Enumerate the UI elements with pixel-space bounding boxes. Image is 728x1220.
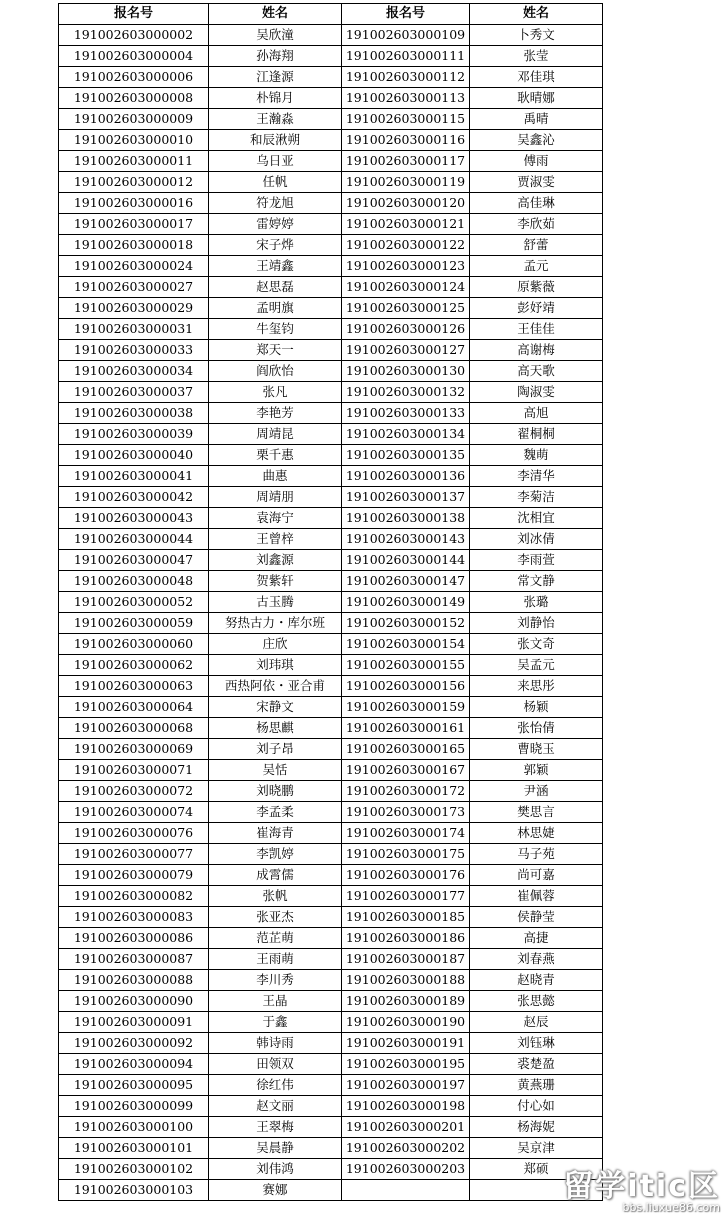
table-row <box>59 823 603 844</box>
table-row <box>59 991 603 1012</box>
id-cell: 191002603000062 <box>59 655 209 676</box>
table-body <box>59 25 603 1201</box>
id-cell: 191002603000018 <box>59 235 209 256</box>
name-cell: 努热古力・库尔班 <box>209 613 342 634</box>
id-cell: 191002603000203 <box>342 1159 470 1180</box>
name-cell: 张亚杰 <box>209 907 342 928</box>
name-cell: 张璐 <box>470 592 603 613</box>
name-cell: 李凯婷 <box>209 844 342 865</box>
name-cell: 张莹 <box>470 46 603 67</box>
name-cell: 孟元 <box>470 256 603 277</box>
id-cell: 191002603000043 <box>59 508 209 529</box>
table-row <box>59 802 603 823</box>
table-row <box>59 1012 603 1033</box>
name-cell: 田领双 <box>209 1054 342 1075</box>
name-cell: 翟桐桐 <box>470 424 603 445</box>
name-cell: 尹涵 <box>470 781 603 802</box>
name-cell: 黄燕珊 <box>470 1075 603 1096</box>
table-row <box>59 277 603 298</box>
id-cell: 191002603000040 <box>59 445 209 466</box>
table-row <box>59 319 603 340</box>
name-cell: 张怡倩 <box>470 718 603 739</box>
id-cell: 191002603000109 <box>342 25 470 46</box>
name-cell: 王晶 <box>209 991 342 1012</box>
name-cell: 崔佩蓉 <box>470 886 603 907</box>
table-row <box>59 214 603 235</box>
name-cell: 马子苑 <box>470 844 603 865</box>
name-cell: 成霄儒 <box>209 865 342 886</box>
name-cell: 张思懿 <box>470 991 603 1012</box>
id-cell: 191002603000042 <box>59 487 209 508</box>
id-cell: 191002603000090 <box>59 991 209 1012</box>
id-cell: 191002603000172 <box>342 781 470 802</box>
table-row <box>59 592 603 613</box>
id-cell: 191002603000138 <box>342 508 470 529</box>
header-name-1: 姓名 <box>209 4 342 25</box>
table-row <box>59 550 603 571</box>
table-row <box>59 403 603 424</box>
id-cell: 191002603000088 <box>59 970 209 991</box>
admission-list-table <box>58 3 603 1201</box>
id-cell: 191002603000123 <box>342 256 470 277</box>
table-row <box>59 928 603 949</box>
name-cell: 吴鑫沁 <box>470 130 603 151</box>
name-cell: 吴恬 <box>209 760 342 781</box>
table-row <box>59 613 603 634</box>
name-cell: 王靖鑫 <box>209 256 342 277</box>
table-row <box>59 445 603 466</box>
table-row <box>59 361 603 382</box>
name-cell: 张帆 <box>209 886 342 907</box>
header-id-1: 报名号 <box>59 4 209 25</box>
name-cell: 林思婕 <box>470 823 603 844</box>
id-cell: 191002603000068 <box>59 718 209 739</box>
table-row <box>59 1180 603 1201</box>
name-cell: 刘春燕 <box>470 949 603 970</box>
name-cell: 西热阿依・亚合甫 <box>209 676 342 697</box>
id-cell: 191002603000121 <box>342 214 470 235</box>
id-cell: 191002603000002 <box>59 25 209 46</box>
header-row <box>59 4 603 25</box>
id-cell: 191002603000116 <box>342 130 470 151</box>
id-cell: 191002603000027 <box>59 277 209 298</box>
table-row <box>59 676 603 697</box>
id-cell: 191002603000029 <box>59 298 209 319</box>
name-cell: 王佳佳 <box>470 319 603 340</box>
id-cell: 191002603000087 <box>59 949 209 970</box>
name-cell: 来思彤 <box>470 676 603 697</box>
name-cell: 裘楚盈 <box>470 1054 603 1075</box>
table-row <box>59 298 603 319</box>
name-cell: 耿晴娜 <box>470 88 603 109</box>
name-cell: 古玉腾 <box>209 592 342 613</box>
name-cell: 高捷 <box>470 928 603 949</box>
table-row <box>59 1033 603 1054</box>
name-cell: 徐红伟 <box>209 1075 342 1096</box>
name-cell: 彭妤靖 <box>470 298 603 319</box>
id-cell: 191002603000154 <box>342 634 470 655</box>
id-cell: 191002603000047 <box>59 550 209 571</box>
name-cell: 杨海妮 <box>470 1117 603 1138</box>
name-cell: 韩诗雨 <box>209 1033 342 1054</box>
table-row <box>59 508 603 529</box>
table-row <box>59 67 603 88</box>
id-cell: 191002603000176 <box>342 865 470 886</box>
id-cell: 191002603000175 <box>342 844 470 865</box>
name-cell: 符龙旭 <box>209 193 342 214</box>
id-cell: 191002603000149 <box>342 592 470 613</box>
name-cell: 贺紫轩 <box>209 571 342 592</box>
id-cell: 191002603000161 <box>342 718 470 739</box>
id-cell: 191002603000010 <box>59 130 209 151</box>
id-cell: 191002603000069 <box>59 739 209 760</box>
table-row <box>59 865 603 886</box>
name-cell: 吴欣潼 <box>209 25 342 46</box>
id-cell: 191002603000064 <box>59 697 209 718</box>
name-cell: 吴晨静 <box>209 1138 342 1159</box>
name-cell: 江逢源 <box>209 67 342 88</box>
table-row <box>59 697 603 718</box>
table-row <box>59 1054 603 1075</box>
id-cell: 191002603000037 <box>59 382 209 403</box>
watermark <box>563 1171 720 1214</box>
table-row <box>59 718 603 739</box>
id-cell: 191002603000132 <box>342 382 470 403</box>
name-cell: 邓佳琪 <box>470 67 603 88</box>
id-cell: 191002603000130 <box>342 361 470 382</box>
id-cell: 191002603000198 <box>342 1096 470 1117</box>
name-cell: 樊思言 <box>470 802 603 823</box>
name-cell: 傅雨 <box>470 151 603 172</box>
id-cell: 191002603000041 <box>59 466 209 487</box>
id-cell: 191002603000136 <box>342 466 470 487</box>
name-cell: 曹晓玉 <box>470 739 603 760</box>
name-cell: 宋静文 <box>209 697 342 718</box>
table-row <box>59 46 603 67</box>
id-cell: 191002603000187 <box>342 949 470 970</box>
name-cell: 原紫薇 <box>470 277 603 298</box>
id-cell: 191002603000044 <box>59 529 209 550</box>
name-cell: 高天歌 <box>470 361 603 382</box>
table-row <box>59 487 603 508</box>
name-cell: 刘鑫源 <box>209 550 342 571</box>
name-cell: 王雨萌 <box>209 949 342 970</box>
table-row <box>59 739 603 760</box>
id-cell: 191002603000186 <box>342 928 470 949</box>
name-cell: 侯静莹 <box>470 907 603 928</box>
id-cell: 191002603000125 <box>342 298 470 319</box>
id-cell: 191002603000076 <box>59 823 209 844</box>
id-cell: 191002603000100 <box>59 1117 209 1138</box>
name-cell: 刘晓鹏 <box>209 781 342 802</box>
id-cell: 191002603000060 <box>59 634 209 655</box>
table-row <box>59 1159 603 1180</box>
id-cell: 191002603000191 <box>342 1033 470 1054</box>
id-cell: 191002603000103 <box>59 1180 209 1201</box>
id-cell: 191002603000052 <box>59 592 209 613</box>
id-cell: 191002603000083 <box>59 907 209 928</box>
name-cell: 张凡 <box>209 382 342 403</box>
id-cell: 191002603000126 <box>342 319 470 340</box>
name-cell: 刘静怡 <box>470 613 603 634</box>
id-cell: 191002603000134 <box>342 424 470 445</box>
name-cell: 禹晴 <box>470 109 603 130</box>
table-row <box>59 25 603 46</box>
table-row <box>59 655 603 676</box>
name-cell: 乌日亚 <box>209 151 342 172</box>
id-cell: 191002603000165 <box>342 739 470 760</box>
id-cell: 191002603000033 <box>59 340 209 361</box>
name-cell: 张文奇 <box>470 634 603 655</box>
id-cell: 191002603000008 <box>59 88 209 109</box>
name-cell: 宋子烨 <box>209 235 342 256</box>
id-cell: 191002603000202 <box>342 1138 470 1159</box>
name-cell: 于鑫 <box>209 1012 342 1033</box>
name-cell: 赛娜 <box>209 1180 342 1201</box>
id-cell: 191002603000077 <box>59 844 209 865</box>
id-cell: 191002603000147 <box>342 571 470 592</box>
name-cell: 栗千惠 <box>209 445 342 466</box>
name-cell: 曲惠 <box>209 466 342 487</box>
header-name-2: 姓名 <box>470 4 603 25</box>
table-row <box>59 1075 603 1096</box>
id-cell: 191002603000112 <box>342 67 470 88</box>
id-cell: 191002603000004 <box>59 46 209 67</box>
id-cell: 191002603000117 <box>342 151 470 172</box>
table-row <box>59 781 603 802</box>
id-cell: 191002603000115 <box>342 109 470 130</box>
name-cell: 刘冰倩 <box>470 529 603 550</box>
table-row <box>59 886 603 907</box>
name-cell: 范芷萌 <box>209 928 342 949</box>
name-cell: 和辰湫朔 <box>209 130 342 151</box>
id-cell <box>342 1180 470 1201</box>
name-cell: 吴京津 <box>470 1138 603 1159</box>
id-cell: 191002603000185 <box>342 907 470 928</box>
name-cell: 郑天一 <box>209 340 342 361</box>
id-cell: 191002603000124 <box>342 277 470 298</box>
id-cell: 191002603000048 <box>59 571 209 592</box>
table-row <box>59 970 603 991</box>
name-cell: 杨思麒 <box>209 718 342 739</box>
id-cell: 191002603000099 <box>59 1096 209 1117</box>
table-row <box>59 844 603 865</box>
id-cell: 191002603000119 <box>342 172 470 193</box>
id-cell: 191002603000120 <box>342 193 470 214</box>
id-cell: 191002603000133 <box>342 403 470 424</box>
name-cell: 杨颖 <box>470 697 603 718</box>
id-cell: 191002603000012 <box>59 172 209 193</box>
name-cell: 吴孟元 <box>470 655 603 676</box>
name-cell: 常文静 <box>470 571 603 592</box>
id-cell: 191002603000177 <box>342 886 470 907</box>
id-cell: 191002603000137 <box>342 487 470 508</box>
id-cell: 191002603000152 <box>342 613 470 634</box>
name-cell: 赵辰 <box>470 1012 603 1033</box>
name-cell: 李川秀 <box>209 970 342 991</box>
id-cell: 191002603000009 <box>59 109 209 130</box>
id-cell: 191002603000102 <box>59 1159 209 1180</box>
table-row <box>59 571 603 592</box>
id-cell: 191002603000011 <box>59 151 209 172</box>
id-cell: 191002603000006 <box>59 67 209 88</box>
id-cell: 191002603000095 <box>59 1075 209 1096</box>
id-cell: 191002603000086 <box>59 928 209 949</box>
header-id-2: 报名号 <box>342 4 470 25</box>
name-cell: 沈相宜 <box>470 508 603 529</box>
name-cell: 李清华 <box>470 466 603 487</box>
name-cell: 李菊洁 <box>470 487 603 508</box>
name-cell: 卜秀文 <box>470 25 603 46</box>
table-row <box>59 907 603 928</box>
name-cell: 李艳芳 <box>209 403 342 424</box>
id-cell: 191002603000167 <box>342 760 470 781</box>
table-row <box>59 340 603 361</box>
id-cell: 191002603000074 <box>59 802 209 823</box>
name-cell: 袁海宁 <box>209 508 342 529</box>
name-cell: 高谢梅 <box>470 340 603 361</box>
id-cell: 191002603000034 <box>59 361 209 382</box>
watermark-logo: 留学itic区 <box>563 1169 720 1204</box>
name-cell: 李雨萱 <box>470 550 603 571</box>
name-cell: 尚可嘉 <box>470 865 603 886</box>
table-row <box>59 151 603 172</box>
name-cell: 刘伟鸿 <box>209 1159 342 1180</box>
id-cell: 191002603000059 <box>59 613 209 634</box>
id-cell: 191002603000071 <box>59 760 209 781</box>
name-cell: 付心如 <box>470 1096 603 1117</box>
table-row <box>59 382 603 403</box>
name-cell: 郭颖 <box>470 760 603 781</box>
id-cell: 191002603000017 <box>59 214 209 235</box>
name-cell: 崔海青 <box>209 823 342 844</box>
name-cell: 周靖朋 <box>209 487 342 508</box>
name-cell: 舒蕾 <box>470 235 603 256</box>
id-cell: 191002603000113 <box>342 88 470 109</box>
name-cell: 周靖昆 <box>209 424 342 445</box>
id-cell: 191002603000111 <box>342 46 470 67</box>
id-cell: 191002603000038 <box>59 403 209 424</box>
id-cell: 191002603000016 <box>59 193 209 214</box>
id-cell: 191002603000201 <box>342 1117 470 1138</box>
id-cell: 191002603000190 <box>342 1012 470 1033</box>
id-cell: 191002603000101 <box>59 1138 209 1159</box>
id-cell: 191002603000039 <box>59 424 209 445</box>
id-cell: 191002603000024 <box>59 256 209 277</box>
watermark-url: bbs.liuxue86.com <box>622 1201 720 1214</box>
table-row <box>59 1138 603 1159</box>
id-cell: 191002603000174 <box>342 823 470 844</box>
name-cell: 赵晓青 <box>470 970 603 991</box>
name-cell: 雷婷婷 <box>209 214 342 235</box>
name-cell: 刘钰琳 <box>470 1033 603 1054</box>
id-cell: 191002603000127 <box>342 340 470 361</box>
name-cell: 赵思磊 <box>209 277 342 298</box>
table-row <box>59 256 603 277</box>
id-cell: 191002603000156 <box>342 676 470 697</box>
id-cell: 191002603000173 <box>342 802 470 823</box>
table-row <box>59 88 603 109</box>
name-cell: 孟明旗 <box>209 298 342 319</box>
table-row <box>59 1117 603 1138</box>
id-cell: 191002603000094 <box>59 1054 209 1075</box>
name-cell: 陶淑雯 <box>470 382 603 403</box>
id-cell: 191002603000195 <box>342 1054 470 1075</box>
id-cell: 191002603000031 <box>59 319 209 340</box>
id-cell: 191002603000122 <box>342 235 470 256</box>
id-cell: 191002603000155 <box>342 655 470 676</box>
table-row <box>59 193 603 214</box>
name-cell: 魏萌 <box>470 445 603 466</box>
id-cell: 191002603000092 <box>59 1033 209 1054</box>
table-row <box>59 760 603 781</box>
id-cell: 191002603000063 <box>59 676 209 697</box>
table-row <box>59 466 603 487</box>
name-cell: 王瀚淼 <box>209 109 342 130</box>
name-cell: 王翠梅 <box>209 1117 342 1138</box>
name-cell: 高佳琳 <box>470 193 603 214</box>
name-cell: 赵文丽 <box>209 1096 342 1117</box>
name-cell: 刘玮琪 <box>209 655 342 676</box>
name-cell: 刘子昂 <box>209 739 342 760</box>
table-row <box>59 529 603 550</box>
name-cell: 郑硕 <box>470 1159 603 1180</box>
table-row <box>59 109 603 130</box>
id-cell: 191002603000189 <box>342 991 470 1012</box>
table-row <box>59 634 603 655</box>
name-cell: 高旭 <box>470 403 603 424</box>
id-cell: 191002603000091 <box>59 1012 209 1033</box>
id-cell: 191002603000079 <box>59 865 209 886</box>
id-cell: 191002603000143 <box>342 529 470 550</box>
name-cell: 牛玺钧 <box>209 319 342 340</box>
table-row <box>59 130 603 151</box>
name-cell: 李孟柔 <box>209 802 342 823</box>
id-cell: 191002603000188 <box>342 970 470 991</box>
id-cell: 191002603000072 <box>59 781 209 802</box>
table-row <box>59 949 603 970</box>
name-cell: 王曾梓 <box>209 529 342 550</box>
name-cell: 阎欣怡 <box>209 361 342 382</box>
name-cell: 李欣茹 <box>470 214 603 235</box>
id-cell: 191002603000082 <box>59 886 209 907</box>
table-row <box>59 424 603 445</box>
name-cell: 孙海翔 <box>209 46 342 67</box>
name-cell: 贾淑雯 <box>470 172 603 193</box>
name-cell: 朴锦月 <box>209 88 342 109</box>
id-cell: 191002603000197 <box>342 1075 470 1096</box>
id-cell: 191002603000159 <box>342 697 470 718</box>
id-cell: 191002603000144 <box>342 550 470 571</box>
table-row <box>59 235 603 256</box>
name-cell: 庄欣 <box>209 634 342 655</box>
table-row <box>59 1096 603 1117</box>
id-cell: 191002603000135 <box>342 445 470 466</box>
name-cell: 任帆 <box>209 172 342 193</box>
table-row <box>59 172 603 193</box>
